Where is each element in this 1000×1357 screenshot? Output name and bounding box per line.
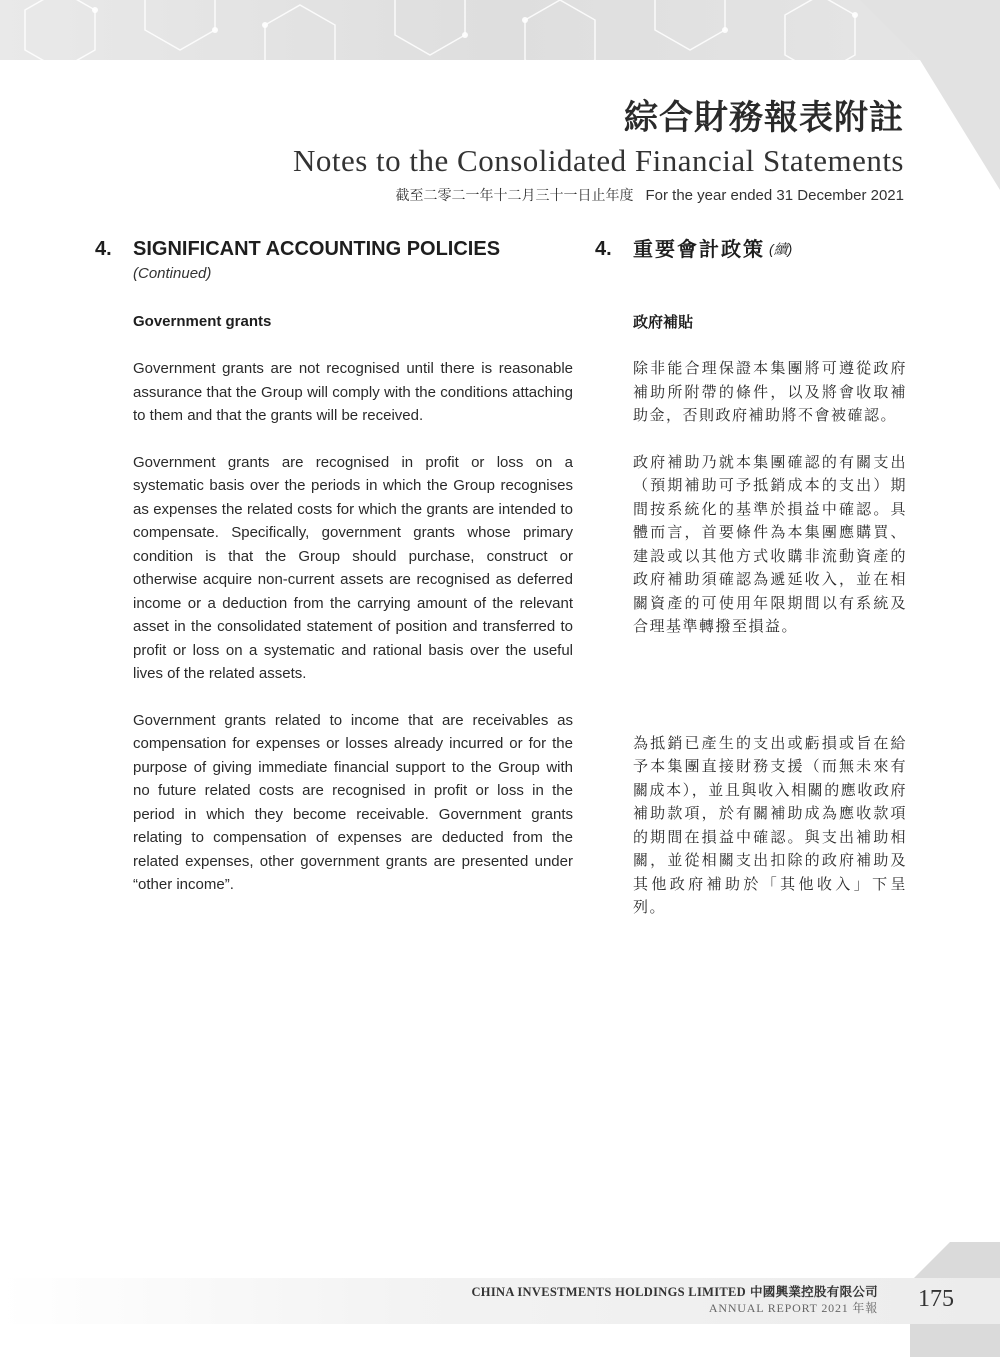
subheading-zh: 政府補貼 — [633, 313, 694, 331]
page-header — [293, 95, 904, 209]
hexagon-pattern-icon — [0, 0, 1000, 60]
section-title: SIGNIFICANT ACCOUNTING POLICIES — [133, 238, 501, 260]
paragraph-zh-2: 政府補助乃就本集團確認的有關支出（預期補助可予抵銷成本的支出）期間按系統化的基準於損益中確認。具體而言，首要條件為本集團應購買、建設或以其他方式收購非流動資產的政府補助須確認為遞延收入，並在相關資產的可使用年限期間以有系統及合理基準轉撥至損益。 — [633, 452, 907, 635]
subtitle-en: For the year ended 31 December 2021 — [645, 187, 904, 204]
footer-report — [471, 1300, 878, 1316]
page-number: 175 — [918, 1286, 954, 1312]
hexagon-pattern-band — [0, 0, 1000, 60]
section-number: 4. — [95, 238, 112, 260]
section-continued-zh: (續) — [769, 241, 793, 257]
footer — [471, 1284, 878, 1316]
subtitle-zh: 截至二零二一年十二月三十一日止年度 — [395, 188, 634, 204]
section-title-zh: 重要會計政策 — [633, 237, 765, 261]
section-number-zh: 4. — [595, 238, 612, 260]
paragraph-zh-1: 除非能合理保證本集團將可遵從政府補助所附帶的條件，以及將會收取補助金，否則政府補助將不會被確認。 — [633, 359, 907, 424]
paragraph-en-3: Government grants related to income that are receivables as compensation for expenses or losses already incurred or for the purpose of giving immediate financial support to the Group with no future related costs are recognised in profit or loss in the period in which they become receivable. Government grants relating to compensation of expenses are deducted from the related expenses, other government grants are presented under “other income”. — [133, 711, 573, 893]
paragraph-zh-3: 為抵銷已產生的支出或虧損或旨在給予本集團直接財務支援（而無未來有關成本），並且與收入相關的應收政府補助款項，於有關補助成為應收款項的期間在損益中確認。與支出補助相關，並從相關支出扣除的政府補助及其他政府補助於「其他收入」下呈列。 — [633, 733, 907, 916]
page-subtitle — [293, 183, 904, 209]
english-column — [95, 235, 573, 912]
footer-report-en: ANNUAL REPORT 2021 — [708, 1301, 849, 1315]
footer-report-zh: 年報 — [852, 1301, 878, 1315]
footer-company-en: CHINA INVESTMENTS HOLDINGS LIMITED — [471, 1285, 746, 1299]
chinese-column — [595, 235, 907, 935]
section-heading-zh — [595, 235, 907, 263]
footer-company — [471, 1284, 878, 1300]
section-continued: (Continued) — [133, 265, 212, 282]
section-heading-en — [95, 235, 573, 263]
page-title-zh: 綜合財務報表附註 — [624, 98, 904, 138]
footer-company-zh: 中國興業控股有限公司 — [749, 1284, 878, 1299]
subheading-en: Government grants — [133, 313, 272, 330]
paragraph-en-1: Government grants are not recognised until there is reasonable assurance that the Group will comply with the conditions attaching to them and that the grants will be received. — [133, 360, 573, 424]
paragraph-en-2: Government grants are recognised in profit or loss on a systematic basis over the periods in which the Group recognises as expenses the related costs for which the grants are intended to compensate. Specifically, government grants whose primary condition is that the Group should purchase, construct or otherwise acquire non-current assets are recognised as deferred income or a deduction from the carrying amount of the relevant asset in the consolidated statement of position and transferred to profit or loss on a systematic and rational basis over the useful lives of the related assets. — [133, 453, 573, 682]
page-title-en: Notes to the Consolidated Financial Statements — [292, 143, 904, 178]
